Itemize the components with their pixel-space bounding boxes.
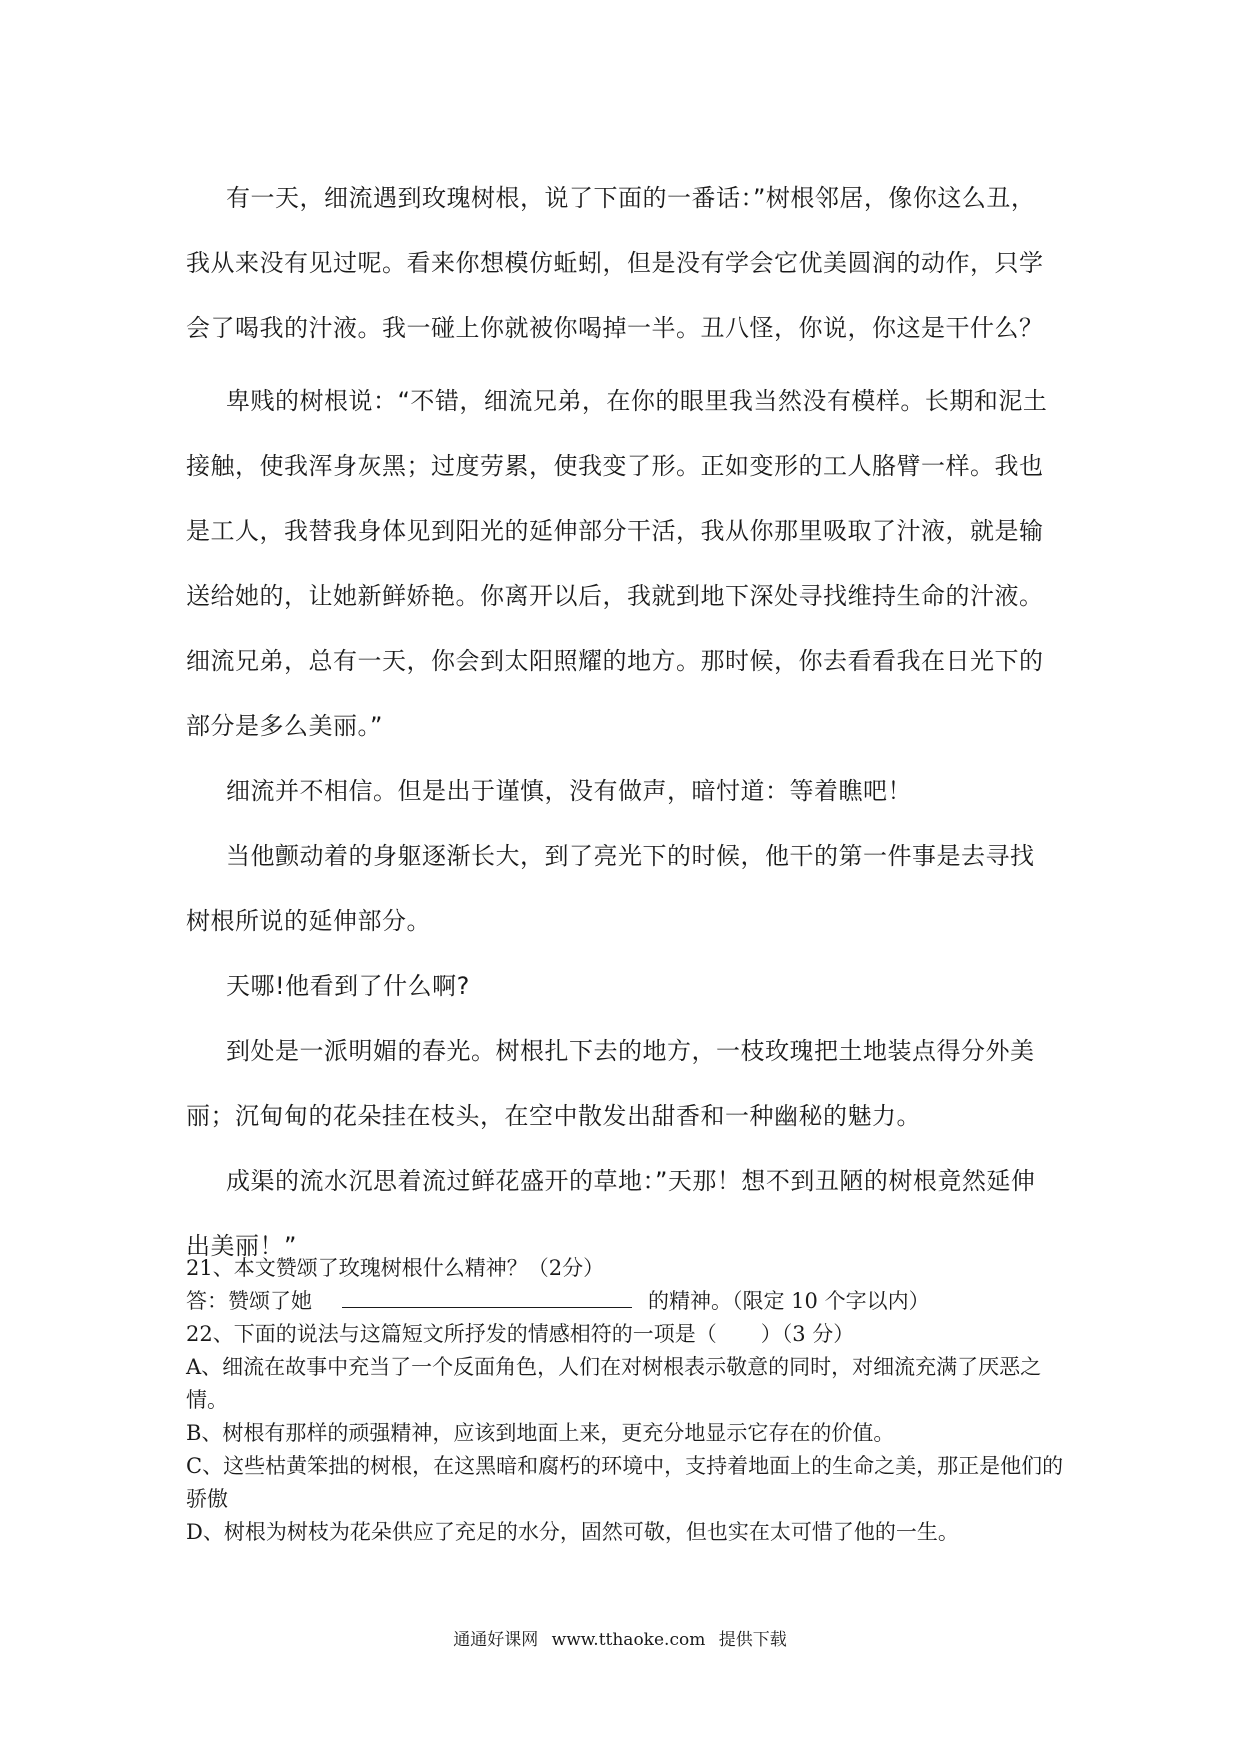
- question-21-answer: [186, 1285, 1066, 1318]
- option-b: B、树根有那样的顽强精神，应该到地面上来，更充分地显示它存在的价值。: [186, 1421, 895, 1445]
- story-paragraph: 细流并不相信。但是出于谨慎，没有做声，暗忖道：等着瞧吧！: [226, 777, 912, 805]
- story-paragraph: 当他颤动着的身躯逐渐长大，到了亮光下的时候，他干的第一件事是去寻找树根所说的延伸部分。: [186, 842, 1035, 935]
- questions-section: [186, 1252, 1066, 1549]
- answer-blank[interactable]: [342, 1287, 632, 1308]
- option-c: C、这些枯黄笨拙的树根，在这黑暗和腐朽的环境中，支持着地面上的生命之美，那正是他们的骄傲: [186, 1454, 1064, 1511]
- footer-site-name: 通通好课网: [453, 1630, 539, 1650]
- story-paragraph: 成渠的流水沉思着流过鲜花盛开的草地：”天那！想不到丑陋的树根竟然延伸出美丽！”: [186, 1167, 1036, 1260]
- story-paragraph: 天哪!他看到了什么啊?: [226, 972, 470, 1000]
- answer-prefix: 答：赞颂了她: [186, 1289, 312, 1313]
- footer-url: www.tthaoke.com: [551, 1630, 706, 1650]
- story-paragraph: 卑贱的树根说：“不错，细流兄弟，在你的眼里我当然没有模样。长期和泥土接触，使我浑身灰黑；过度劳累，使我变了形。正如变形的工人胳臂一样。我也是工人，我替我身体见到阳光的延伸部分干活，我从你那里吸取了汁液，就是输送给她的，让她新鲜娇艳。你离开以后，我就到地下深处寻找维持生命的汁液。细流兄弟，总有一天，你会到太阳照耀的地方。那时候，你去看看我在日光下的部分是多么美丽。”: [186, 387, 1048, 740]
- option-a: A、细流在故事中充当了一个反面角色，人们在对树根表示敬意的同时，对细流充满了厌恶之情。: [186, 1355, 1042, 1412]
- answer-suffix: 的精神。（限定 10 个字以内）: [648, 1289, 930, 1313]
- question-22-points: ）（3 分）: [760, 1322, 855, 1346]
- story-paragraph: 到处是一派明媚的春光。树根扎下去的地方，一枝玫瑰把土地装点得分外美丽；沉甸甸的花朵挂在枝头，在空中散发出甜香和一种幽秘的魅力。: [186, 1037, 1035, 1130]
- story-text: [186, 166, 1058, 1279]
- story-paragraph: 有一天，细流遇到玫瑰树根，说了下面的一番话：”树根邻居，像你这么丑，我从来没有见过呢。看来你想模仿蚯蚓，但是没有学会它优美圆润的动作，只学会了喝我的汁液。我一碰上你就被你喝掉一半。丑八怪，你说，你这是干什么？: [186, 184, 1044, 342]
- question-22-text: 22、下面的说法与这篇短文所抒发的情感相符的一项是（: [186, 1322, 717, 1346]
- question-21: 21、本文赞颂了玫瑰树根什么精神？（2分）: [186, 1256, 605, 1280]
- option-d: D、树根为树枝为花朵供应了充足的水分，固然可敬，但也实在太可惜了他的一生。: [186, 1520, 959, 1544]
- footer-suffix: 提供下载: [718, 1630, 787, 1650]
- question-22: [186, 1318, 1066, 1351]
- page-footer: [0, 1625, 1240, 1650]
